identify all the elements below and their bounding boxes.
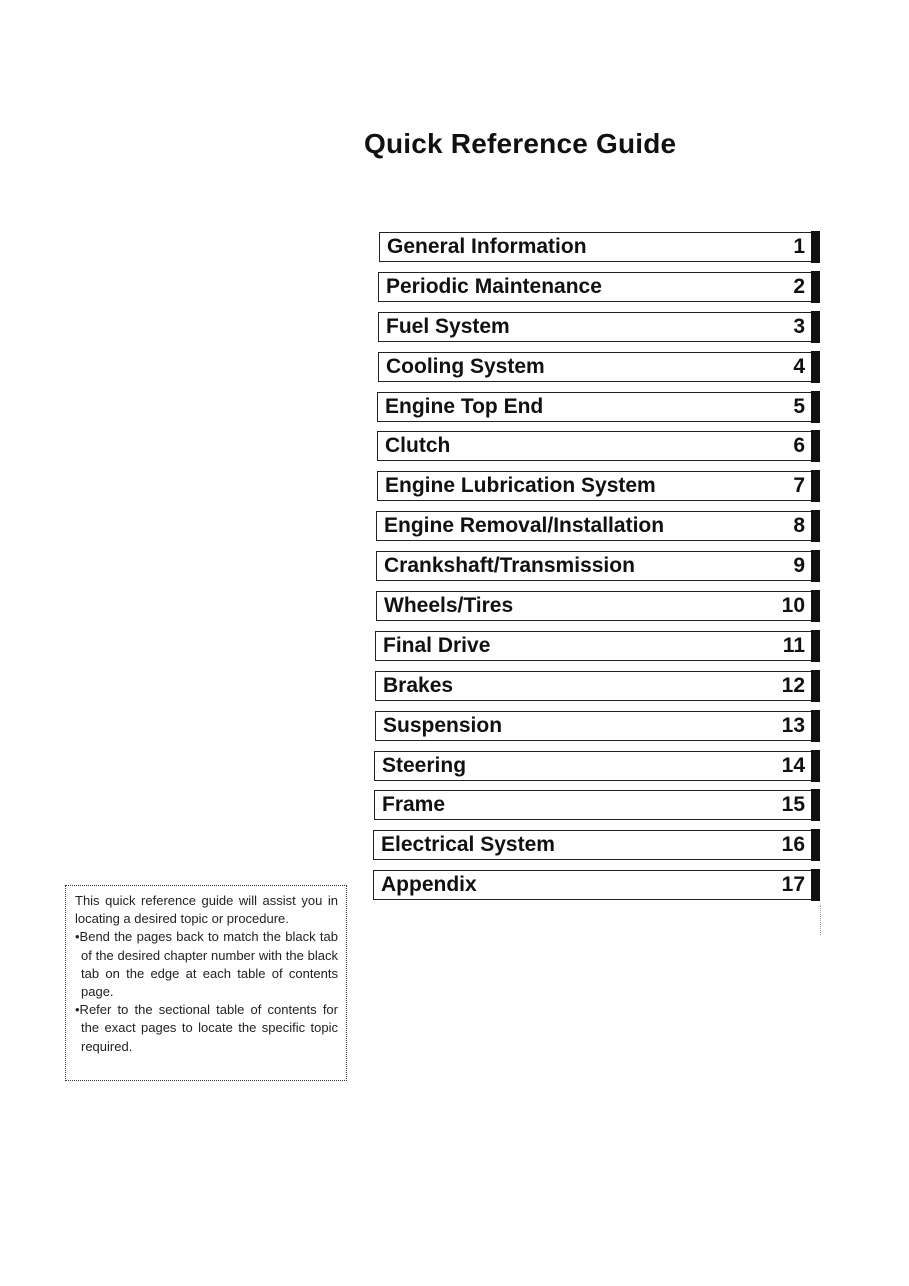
black-tab-marker — [811, 789, 820, 821]
chapter-number: 14 — [781, 754, 805, 777]
chapter-entry-15[interactable] — [374, 790, 812, 820]
chapter-entry-10[interactable] — [376, 591, 812, 621]
chapter-number: 16 — [781, 833, 805, 856]
black-tab-marker — [811, 231, 820, 263]
chapter-number: 1 — [793, 235, 805, 258]
chapter-label: Crankshaft/Transmission — [384, 554, 635, 577]
chapter-entry-3[interactable] — [378, 312, 812, 342]
black-tab-marker — [811, 470, 820, 502]
black-tab-marker — [811, 311, 820, 343]
chapter-number: 10 — [781, 594, 805, 617]
chapter-entry-12[interactable] — [375, 671, 812, 701]
black-tab-marker — [811, 630, 820, 662]
black-tab-marker — [811, 510, 820, 542]
chapter-entry-8[interactable] — [376, 511, 812, 541]
black-tab-marker — [811, 829, 820, 861]
chapter-number: 17 — [781, 873, 805, 896]
chapter-entry-9[interactable] — [376, 551, 812, 581]
chapter-entry-4[interactable] — [378, 352, 812, 382]
chapter-entry-16[interactable] — [373, 830, 812, 860]
chapter-label: Wheels/Tires — [384, 594, 514, 617]
black-tab-marker — [811, 750, 820, 782]
chapter-label: Electrical System — [381, 833, 555, 856]
note-bullet-bend-pages: •Bend the pages back to match the black tab of the desired chapter number with the black tab on the edge at each table of contents page. — [75, 929, 338, 1000]
chapter-number: 4 — [793, 355, 805, 378]
chapter-label: Brakes — [383, 674, 454, 697]
chapter-label: Suspension — [383, 714, 503, 737]
chapter-entry-5[interactable] — [377, 392, 812, 422]
chapter-label: Engine Lubrication System — [385, 474, 656, 497]
chapter-number: 13 — [781, 714, 805, 737]
black-tab-marker — [811, 550, 820, 582]
chapter-label: Appendix — [381, 873, 477, 896]
chapter-number: 11 — [782, 634, 805, 657]
black-tab-marker — [811, 670, 820, 702]
chapter-label: Steering — [382, 754, 467, 777]
chapter-number: 6 — [793, 434, 805, 457]
chapter-entry-7[interactable] — [377, 471, 812, 501]
chapter-number: 15 — [781, 793, 805, 816]
chapter-entry-1[interactable] — [379, 232, 812, 262]
black-tab-marker — [811, 590, 820, 622]
chapter-label: Cooling System — [386, 355, 545, 378]
chapter-label: Periodic Maintenance — [386, 275, 602, 298]
chapter-number: 7 — [793, 474, 805, 497]
chapter-entry-11[interactable] — [375, 631, 812, 661]
chapter-entry-14[interactable] — [374, 751, 812, 781]
black-tab-marker — [811, 351, 820, 383]
chapter-number: 5 — [793, 395, 805, 418]
chapter-number: 9 — [793, 554, 805, 577]
black-tab-marker — [811, 271, 820, 303]
chapter-label: Engine Removal/Installation — [384, 514, 665, 537]
usage-note-box — [65, 885, 347, 1081]
black-tab-marker — [811, 869, 820, 901]
chapter-number: 3 — [793, 315, 805, 338]
chapter-number: 12 — [781, 674, 805, 697]
black-tab-marker — [811, 391, 820, 423]
chapter-number: 8 — [793, 514, 805, 537]
chapter-label: Clutch — [385, 434, 451, 457]
note-intro: This quick reference guide will assist you in locating a desired topic or procedure. — [75, 893, 338, 927]
chapter-entry-13[interactable] — [375, 711, 812, 741]
chapter-entry-17[interactable] — [373, 870, 812, 900]
page-edge-mark — [820, 905, 821, 935]
chapter-number: 2 — [793, 275, 805, 298]
black-tab-marker — [811, 430, 820, 462]
chapter-label: Fuel System — [386, 315, 510, 338]
black-tab-marker — [811, 710, 820, 742]
chapter-entry-2[interactable] — [378, 272, 812, 302]
chapter-label: Frame — [382, 793, 446, 816]
chapter-entry-6[interactable] — [377, 431, 812, 461]
chapter-label: Engine Top End — [385, 395, 544, 418]
note-bullet-sectional-toc: •Refer to the sectional table of contents for the exact pages to locate the specific topic required. — [75, 1002, 338, 1054]
page-title: Quick Reference Guide — [364, 128, 677, 159]
chapter-label: General Information — [387, 235, 587, 258]
chapter-label: Final Drive — [383, 634, 491, 657]
